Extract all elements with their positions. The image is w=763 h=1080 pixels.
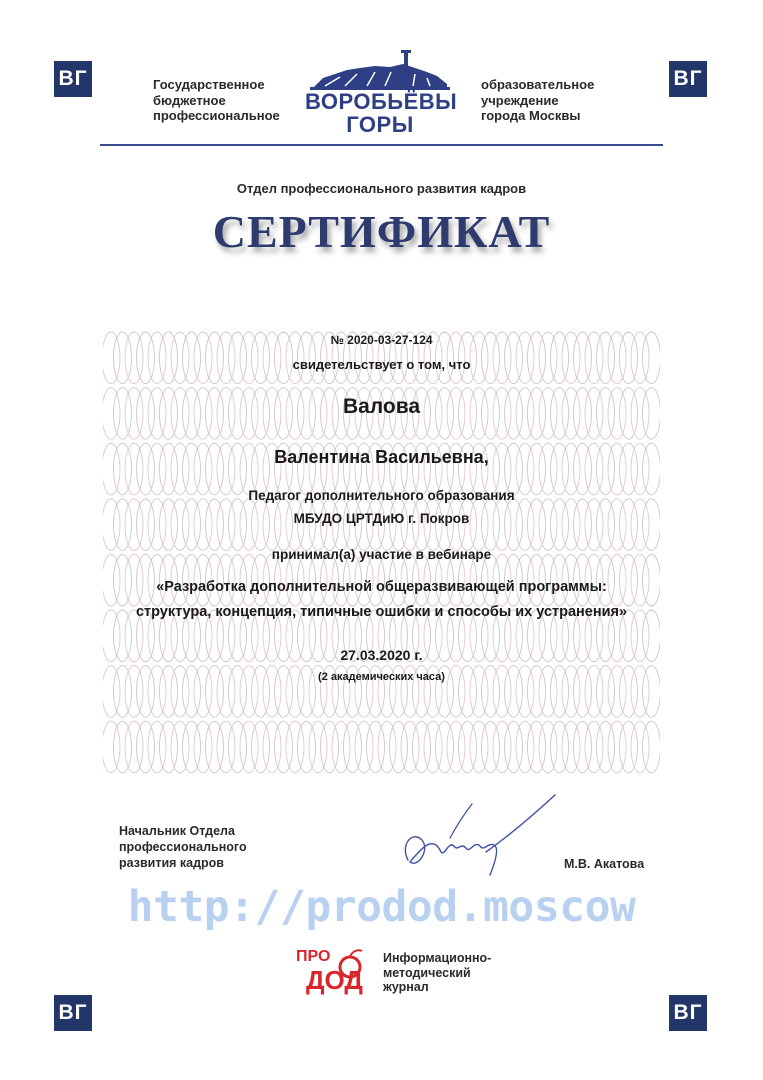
participation-text: принимал(а) участие в вебинаре bbox=[271, 547, 492, 562]
recipient-organization: МБУДО ЦРТДиЮ г. Покров bbox=[293, 511, 470, 526]
recipient-position: Педагог дополнительного образования bbox=[248, 488, 515, 503]
webinar-topic-line-1: «Разработка дополнительной общеразвивающей программы: bbox=[156, 579, 607, 595]
handwritten-signature bbox=[390, 790, 560, 890]
certificate-title: СЕРТИФИКАТ bbox=[212, 206, 551, 257]
vorobyovy-gory-logo bbox=[305, 50, 458, 146]
logo-name: ВОРОБЬЁВЫ ГОРЫ bbox=[305, 89, 458, 137]
header-left-text: Государственное бюджетное профессиональное bbox=[153, 77, 280, 123]
prodod-logo bbox=[294, 943, 380, 995]
prodod-journal-text: Информационно- методический журнал bbox=[383, 951, 492, 994]
vg-badge-top-right: ВГ bbox=[669, 61, 707, 97]
signer-name: М.В. Акатова bbox=[564, 857, 645, 871]
recipient-surname: Валова bbox=[342, 395, 421, 418]
website-url[interactable]: http://prodod.moscow bbox=[127, 882, 636, 932]
header-divider bbox=[100, 144, 663, 146]
vg-badge-bottom-left: ВГ bbox=[54, 995, 92, 1031]
signer-title: Начальник Отдела профессионального развития кадров bbox=[119, 824, 247, 870]
prodod-logo-bottom: ДОД bbox=[306, 965, 363, 995]
vg-badge-bottom-right: ВГ bbox=[669, 995, 707, 1031]
recipient-given-names: Валентина Васильевна, bbox=[274, 447, 489, 467]
vg-badge-top-left: ВГ bbox=[54, 61, 92, 97]
header-right-text: образовательное учреждение города Москвы bbox=[481, 77, 595, 123]
department-name: Отдел профессионального развития кадров bbox=[236, 181, 527, 196]
webinar-topic-line-2: структура, концепция, типичные ошибки и способы их устранения» bbox=[135, 604, 628, 620]
webinar-date: 27.03.2020 г. bbox=[340, 647, 423, 663]
building-icon bbox=[305, 50, 455, 90]
prodod-logo-top: ПРО bbox=[296, 948, 331, 965]
academic-hours: (2 академических часа) bbox=[318, 671, 445, 683]
certificate-number: № 2020-03-27-124 bbox=[330, 333, 433, 347]
certifies-text: свидетельствует о том, что bbox=[292, 357, 471, 372]
